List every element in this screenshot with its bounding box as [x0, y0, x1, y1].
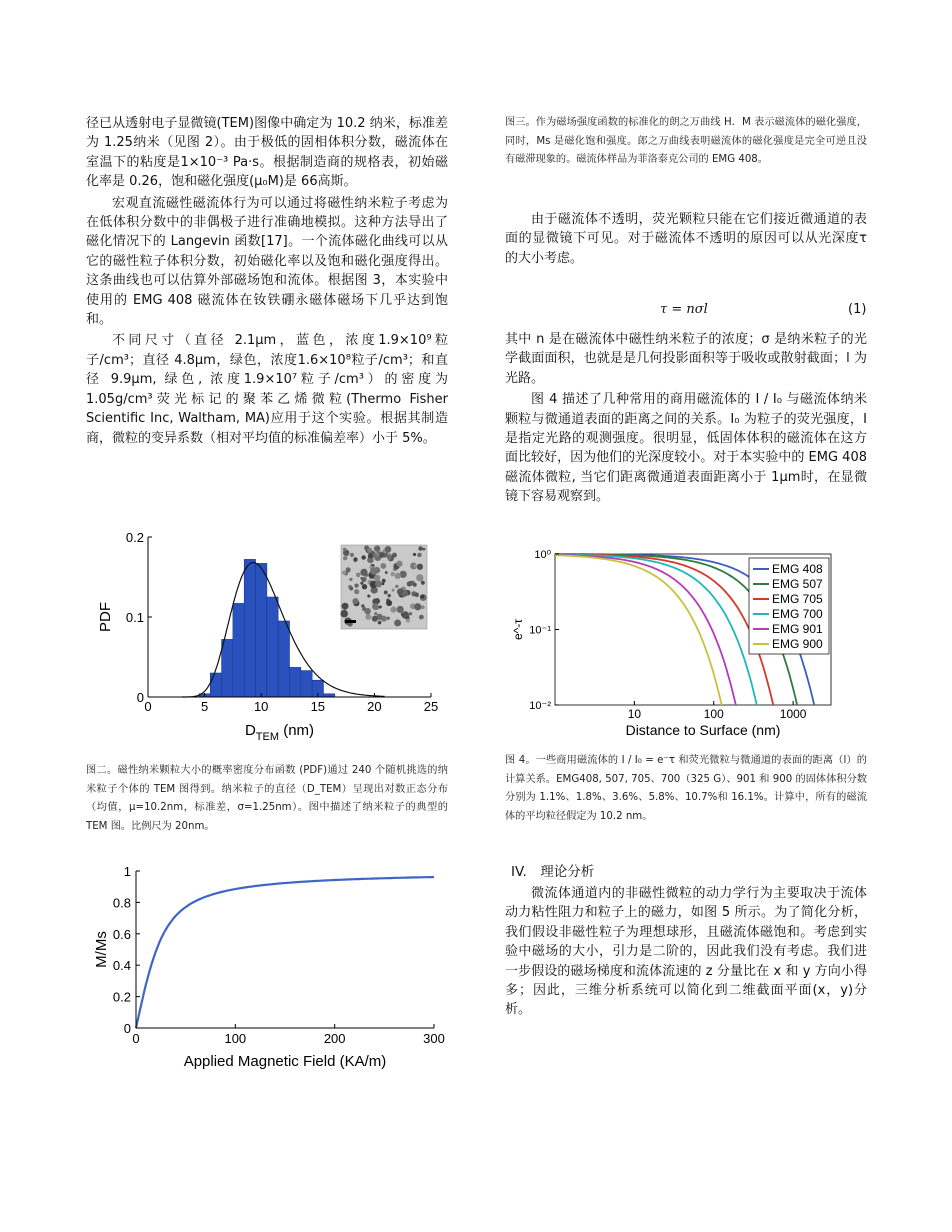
x-tick-label: 5 [200, 699, 209, 714]
tem-particle [396, 561, 402, 567]
curve-emg-900 [555, 555, 722, 705]
histogram-bar [267, 597, 278, 697]
tem-particle [360, 577, 363, 580]
histogram-bar [278, 621, 289, 697]
legend-label: EMG 507 [772, 577, 823, 591]
y-axis-label: PDF [97, 602, 114, 632]
tem-particle [406, 619, 410, 623]
tem-particle [412, 581, 415, 584]
tem-particle [354, 589, 359, 594]
x-tick-label: 10 [253, 699, 269, 714]
x-tick-label: 0 [144, 699, 152, 714]
tem-particle [391, 572, 395, 576]
tem-particle [385, 571, 388, 574]
tem-particle [360, 569, 367, 576]
tem-particle [419, 615, 424, 620]
x-tick-label: 10 [627, 707, 642, 721]
x-tick-label: 200 [323, 1031, 346, 1046]
left-paragraph-3: 不同尺寸（直径 2.1μm，蓝色，浓度1.9×10⁹粒子/cm³；直径 4.8μm，绿色，浓度1.6×10⁸粒子/cm³；和直径 9.9μm, 绿色, 浓度1.9×10⁷粒子/cm³）的密度为 1.05g/cm³荧光标记的聚苯乙烯微粒(Thermo Fisher Scientific Inc, Waltham, MA)应用于这个实验。根据其制造商，微粒的变异系数（相对平均值的标准偏差率）小于 5%。 [86, 333, 448, 446]
y-tick-label: 10⁻¹ [529, 624, 551, 637]
tem-particle [422, 548, 425, 551]
y-tick-label: 0.2 [125, 530, 144, 545]
fig2-caption-block [86, 762, 448, 836]
tem-particle [395, 573, 401, 579]
tem-particle [397, 588, 404, 595]
tem-particle [364, 608, 370, 614]
y-tick-label: 1 [123, 864, 131, 879]
tem-particle [346, 567, 351, 572]
equation-number: (1) [848, 302, 867, 317]
tem-particle [421, 581, 425, 585]
x-tick-label: 300 [423, 1031, 445, 1046]
histogram-bar [256, 563, 267, 697]
y-tick-label: 0.1 [125, 610, 144, 625]
x-axis-label: Distance to Surface (nm) [625, 722, 781, 738]
y-tick-label: 0.8 [112, 895, 131, 911]
histogram-bar [210, 673, 221, 697]
tem-particle [416, 574, 423, 581]
tem-particle [374, 612, 377, 615]
left-paragraph-2: 宏观直流磁性磁流体行为可以通过将磁性纳米粒子考虑为在低体积分数中的非偶极子进行准确地模拟。这种方法导出了磁化情况下的 Langevin 函数[17]。一个流体磁化曲线可以从它的磁性粒子体积分数，初始磁化率以及饱和磁化强度得出。这条曲线也可以估算外部磁场饱和流体。根据图 3，本实验中使用的 EMG 408 磁流体在钕铁硼永磁体磁场下几乎达到饱和。 [86, 195, 448, 328]
tem-particle [417, 564, 423, 570]
tem-particle [379, 553, 384, 558]
tem-particle [387, 617, 390, 620]
histogram-bar [301, 671, 312, 697]
left-column [86, 114, 448, 448]
tem-particle [368, 554, 373, 559]
equation-1: τ = nσl [660, 302, 708, 317]
right-paragraph-4-block [505, 210, 867, 268]
tem-particle [414, 603, 421, 610]
tem-particle [407, 581, 412, 586]
tem-particle [350, 553, 354, 557]
tem-particle [418, 546, 423, 551]
y-axis-label: M/Ms [93, 931, 110, 968]
curve-emg-705 [555, 554, 773, 705]
legend-label: EMG 705 [772, 592, 823, 606]
tem-particle [394, 619, 401, 626]
x-axis-label: $D_{TEM}$ (nm) [244, 722, 315, 743]
tem-particle [342, 570, 346, 574]
tem-particle [354, 584, 358, 588]
tem-particle [379, 605, 382, 608]
tem-particle [367, 548, 372, 553]
tem-particle [421, 605, 425, 609]
tem-particle [386, 600, 392, 606]
fig3-caption-block [505, 114, 867, 170]
fig3-chart [86, 862, 446, 1072]
tem-particle [365, 614, 371, 620]
y-tick-label: 0.2 [112, 989, 131, 1005]
legend-label: EMG 700 [772, 607, 823, 621]
tem-particle [414, 564, 418, 568]
right-paragraph-5: 其中 n 是在磁流体中磁性纳米粒子的浓度；σ 是纳米粒子的光学截面面积，也就是是几何投影面积等于吸收或散射截面；l 为光路。 [505, 332, 867, 386]
x-tick-label: 25 [423, 699, 439, 714]
tem-particle [361, 555, 365, 559]
x-tick-label: 20 [367, 699, 382, 714]
tem-particle [343, 556, 347, 560]
right-paragraph-6: 图 4 描述了几种常用的商用磁流体的 I / I₀ 与磁流体纳米颗粒与微通道表面的距离之间的关系。I₀ 为粒子的荧光强度，I 是指定光路的观测强度。很明显，低固体体积的磁流体在这方面比较好，因为他们的光深度较小。对于本实验中的 EMG 408 磁流体微粒, 当它们距离微通道表面距离小于 1μm时，在显微镜下容易观察到。 [505, 392, 867, 505]
right-paragraph-5-block [505, 330, 867, 507]
tem-particle [409, 612, 412, 615]
fig4-caption: 图 4。一些商用磁流体的 I / I₀ = e⁻τ 和荧光微粒与微通道的表面的距离（l）的计算关系。EMG408, 507, 705、700（325 G）、901 和 900 的固体体积分数分别为 1.1%、1.8%、3.6%、5.8%、10.7%和 16.1%。计算中，所有的磁流体的平均粒径假定为 10.2 nm。 [505, 755, 867, 822]
y-tick-label: 10⁰ [534, 549, 551, 561]
tem-particle [392, 589, 395, 592]
tem-particle [392, 553, 397, 558]
histogram-bar [233, 603, 244, 697]
tem-particle [343, 548, 347, 552]
y-tick-label: 0 [136, 690, 144, 705]
tem-particle [382, 579, 386, 583]
tem-particle [349, 587, 353, 591]
tem-particle [417, 553, 421, 557]
tem-particle [385, 546, 392, 553]
tem-particle [349, 578, 352, 581]
tem-particle [374, 575, 381, 582]
histogram-bar [290, 667, 301, 697]
tem-particle [414, 592, 419, 597]
tem-particle [342, 603, 349, 610]
x-tick-label: 100 [703, 707, 724, 721]
tem-particle [384, 590, 388, 594]
y-tick-label: 0.4 [112, 958, 131, 974]
legend-label: EMG 900 [772, 637, 823, 651]
tem-particle [360, 582, 363, 585]
tem-particle [372, 603, 379, 610]
y-tick-label: 0 [123, 1021, 131, 1036]
tem-particle [420, 595, 424, 599]
tem-particle [367, 594, 370, 597]
fig3-caption: 图三。作为磁场强度函数的标准化的朗之万曲线 H．M 表示磁流体的磁化强度，同时，Ms 是磁化饱和强度。郎之万曲线表明磁流体的磁化强度是完全可逆且没有磁滞现象的。磁流体样品为菲洛泰克公司的 EMG 408。 [505, 117, 867, 166]
tem-particle [340, 610, 348, 618]
fig4-chart [505, 545, 870, 745]
tem-particle [375, 580, 382, 587]
right-paragraph-7: 微流体通道内的非磁性微粒的动力学行为主要取决于流体动力粘性阻力和粒子上的磁力，如图 5 所示。为了简化分析，我们假设非磁性粒子为理想球形，且磁流体磁饱和。考虑到实验中磁场的大小，引力是二阶的，因此我们没有考虑。我们进一步假设的磁场梯度和流体流速的 z 分量比在 x 和 y 方向小得多；因此，三维分析系统可以简化到二维截面平面(x，y)分析。 [505, 886, 867, 1018]
x-axis-label: Applied Magnetic Field (KA/m) [183, 1053, 387, 1070]
tem-particle [374, 545, 380, 551]
x-tick-label: 1000 [779, 707, 807, 721]
fig4-caption-block [505, 752, 867, 826]
tem-particle [370, 568, 377, 575]
tem-particle [390, 607, 396, 613]
tem-particle [372, 616, 378, 622]
x-tick-label: 15 [310, 699, 326, 714]
tem-particle [353, 557, 357, 561]
tem-particle [388, 594, 391, 597]
fig2-caption: 图二。磁性纳米颗粒大小的概率密度分布函数 (PDF)通过 240 个随机挑选的纳米粒子个体的 TEM 图得到。纳米粒子的直径（D_TEM）呈现出对数正态分布（均值，μ=10.2nm，标准差，σ=1.25nm）。图中描述了纳米粒子的典型的 TEM 图。比例尺为 20nm。 [86, 765, 448, 832]
tem-particle [387, 555, 392, 560]
tem-particle [362, 584, 367, 589]
tem-particle [401, 613, 404, 616]
tem-particle [378, 621, 382, 625]
y-axis-label: e^-τ [511, 618, 525, 641]
section-heading: IV. 理论分析 [511, 864, 595, 880]
langevin-curve [136, 877, 434, 1028]
tem-particle [356, 572, 361, 577]
legend-label: EMG 901 [772, 622, 823, 636]
tem-particle [380, 563, 386, 569]
tem-particle [398, 606, 401, 609]
tem-particle [373, 553, 376, 556]
tem-scale-bar [345, 620, 356, 623]
y-tick-label: 0.6 [112, 926, 131, 942]
tem-particle [413, 553, 416, 556]
right-paragraph-7-block [505, 884, 867, 1020]
right-paragraph-4: 由于磁流体不透明，荧光颗粒只能在它们接近微通道的表面的显微镜下可见。对于磁流体不透明的原因可以从光深度τ 的大小考虑。 [505, 212, 867, 266]
histogram-bar [222, 639, 233, 697]
legend-label: EMG 408 [772, 562, 823, 576]
tem-particle [395, 585, 398, 588]
x-tick-label: 0 [132, 1031, 140, 1046]
left-paragraph-1: 径已从透射电子显微镜(TEM)图像中确定为 10.2 纳米，标准差为 1.25纳米（见图 2）。由于极低的固相体积分数，磁流体在室温下的粘度是1×10⁻³ Pa·s。根据制造商的规格表，初始磁化率是 0.26，饱和磁化强度(μ₀M)是 66高斯。 [86, 116, 448, 190]
y-tick-label: 10⁻² [529, 700, 551, 712]
fig2-chart [86, 525, 446, 745]
tem-particle [352, 598, 358, 604]
x-tick-label: 100 [224, 1031, 247, 1046]
histogram-bar [244, 559, 255, 697]
